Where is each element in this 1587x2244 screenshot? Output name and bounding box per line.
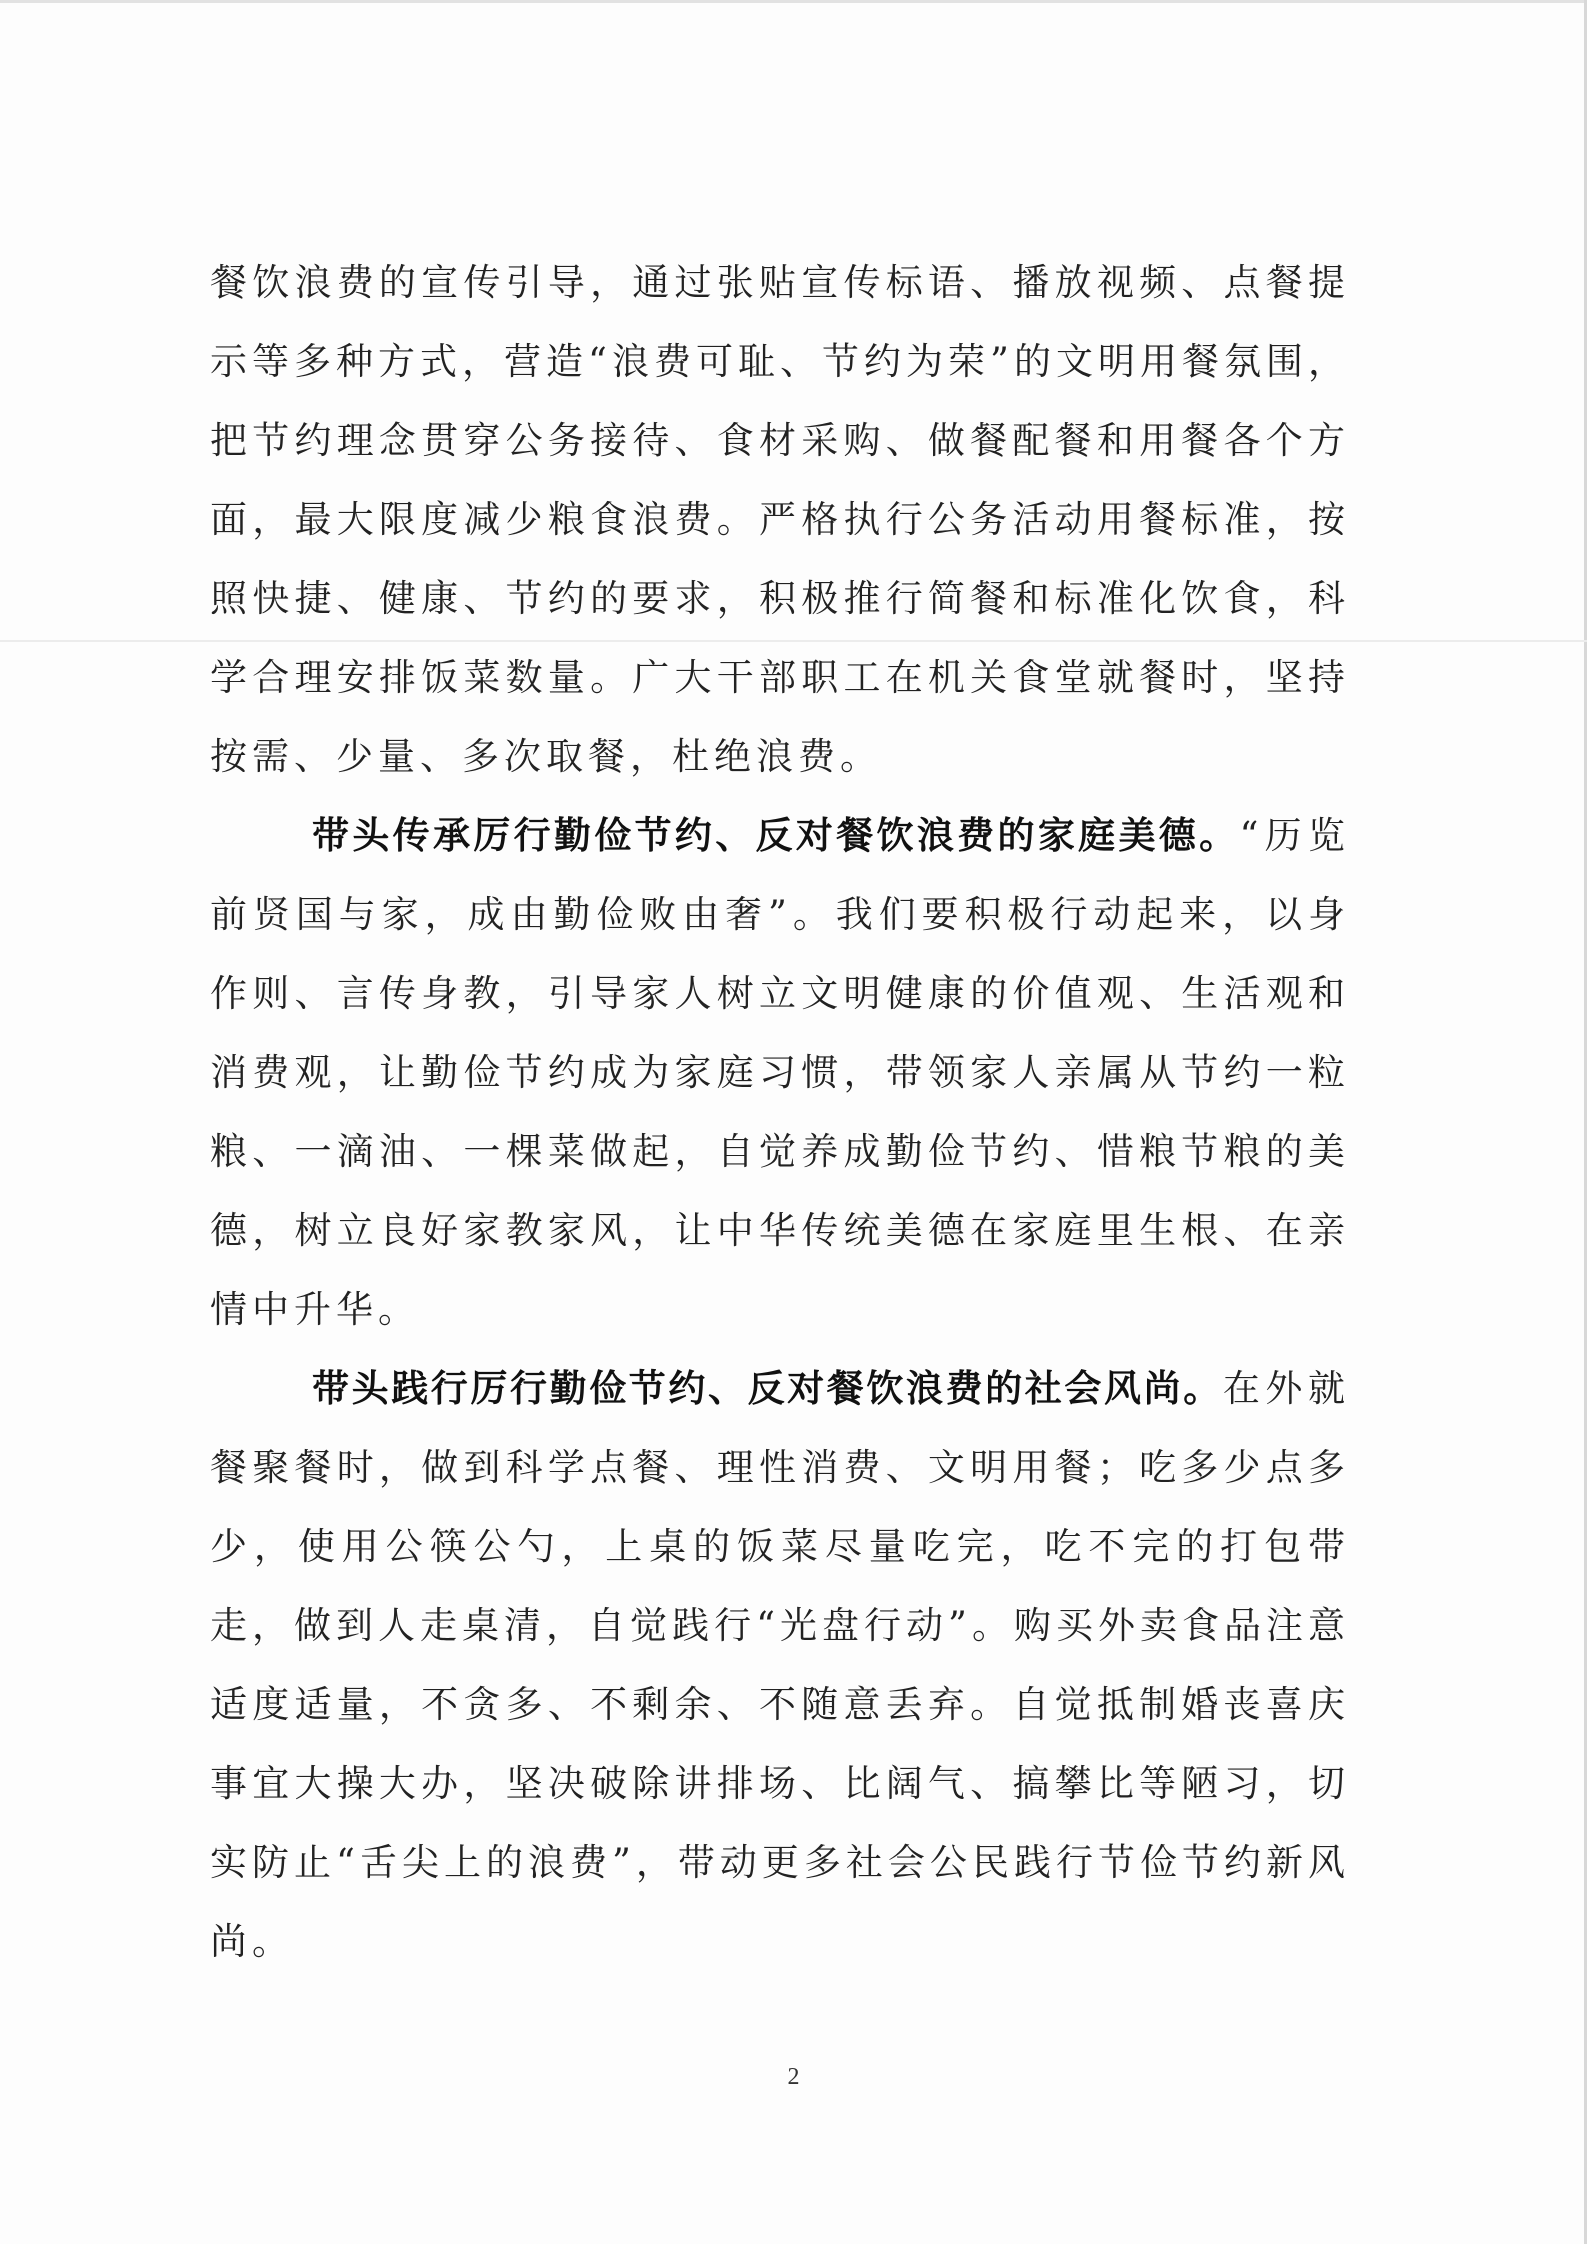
paragraph-1: [210, 243, 1350, 796]
page-number: 2: [787, 2064, 800, 2090]
paragraph-3: [210, 1349, 1350, 1981]
document-body: [210, 243, 1350, 1981]
paragraph-2: [210, 796, 1350, 1349]
page-top-edge: [0, 0, 1587, 3]
paragraph-3-lead: 带头践行厉行勤俭节约、反对餐饮浪费的社会风尚。: [312, 1367, 1223, 1410]
paragraph-2-text: “历览前贤国与家，成由勤俭败由奢”。我们要积极行动起来，以身作则、言传身教，引导家人树立文明健康的价值观、生活观和消费观，让勤俭节约成为家庭习惯，带领家人亲属从节约一粒粮、一滴油、一棵菜做起，自觉养成勤俭节约、惜粮节粮的美德，树立良好家教家风，让中华传统美德在家庭里生根、在亲情中升华。: [210, 814, 1350, 1331]
paragraph-1-text: 餐饮浪费的宣传引导，通过张贴宣传标语、播放视频、点餐提示等多种方式，营造“浪费可耻、节约为荣”的文明用餐氛围，把节约理念贯穿公务接待、食材采购、做餐配餐和用餐各个方面，最大限度减少粮食浪费。严格执行公务活动用餐标准，按照快捷、健康、节约的要求，积极推行简餐和标准化饮食，科学合理安排饭菜数量。广大干部职工在机关食堂就餐时，坚持按需、少量、多次取餐，杜绝浪费。: [210, 261, 1350, 778]
paragraph-2-lead: 带头传承厉行勤俭节约、反对餐饮浪费的家庭美德。: [312, 814, 1240, 857]
paragraph-3-text: 在外就餐聚餐时，做到科学点餐、理性消费、文明用餐；吃多少点多少，使用公筷公勺，上桌的饭菜尽量吃完，吃不完的打包带走，做到人走桌清，自觉践行“光盘行动”。购买外卖食品注意适度适量，不贪多、不剩余、不随意丢弃。自觉抵制婚丧喜庆事宜大操大办，坚决破除讲排场、比阔气、搞攀比等陋习，切实防止“舌尖上的浪费”，带动更多社会公民践行节俭节约新风尚。: [210, 1367, 1351, 1963]
